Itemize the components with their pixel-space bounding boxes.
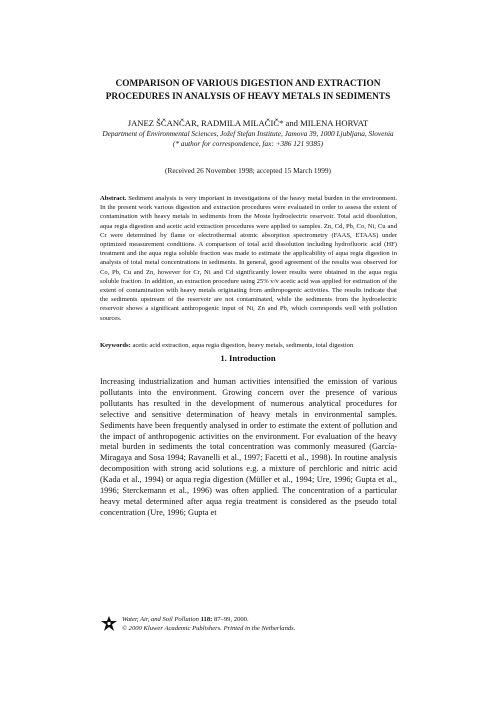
footer-text <box>122 615 295 633</box>
affiliation-line-1: Department of Environmental Sciences, Jožef Stefan Institute, Jamova 39, 1000 Ljubljana, Slovenia <box>102 129 394 138</box>
introduction-text: Increasing industrialization and human activities intensified the emission of various pollutants into the environment. Growing concern over the presence of various pollutants has resulted in the development of numerous analytical procedures for selective and sensitive determination of heavy metals in environmental samples. Sediments have been frequently analysed in order to estimate the extent of pollution and the impact of anthropogenic activities on the environment. For evaluation of the heavy metal burden in sediments the total concentration was commonly measured (García-Miragaya and Sosa 1994; Ravanelli et al., 1997; Facetti et al., 1998). In routine analysis decomposition with strong acid solutions e.g. a mixture of perchloric and nitric acid (Kada et al., 1994) or aqua regia digestion (Müller et al., 1994; Ure, 1996; Gupta et al., 1996; Sterckemann et al., 1996) was often applied. The concentration of a particular heavy metal determined after aqua regia treatment is considered as the pseudo total concentration (Ure, 1996; Gupta et <box>100 377 397 517</box>
received-dates: (Received 26 November 1998; accepted 15 March 1999) <box>165 166 331 175</box>
abstract-label: Abstract. <box>100 195 127 202</box>
keywords <box>100 341 397 350</box>
keywords-label: Keywords: <box>100 342 131 349</box>
journal-pages: 87–99, 2000. <box>213 616 249 623</box>
abstract-text: Sediment analysis is very important in investigations of the heavy metal burden in the environment. In the present work various digestion and extraction procedures were evaluated in order to assess the extent of contamination with heavy metals in sediments from the Moste hydroelectric reservoir. Total acid dissolution, aqua regia digestion and acetic acid extraction procedures were applied to samples. Zn, Cd, Pb, Co, Ni, Cu and Cr were determined by flame or electrothermal atomic absorption spectrometry (FAAS, ETAAS) under optimized measurement conditions. A comparison of total acid dissolution including hydrofluoric acid (HF) treatment and the aqua regia soluble fraction was made to estimate the applicability of aqua regia digestion in analysis of total metal concentrations in sediments. In general, good agreement of the results was observed for Co, Pb, Cu and Zn, however for Cr, Ni and Cd significantly lower results were obtained in the aqua regia soluble fraction. In addition, an extraction procedure using 25% v/v acetic acid was applied for estimation of the extent of contamination with heavy metals originating from anthropogenic activities. The results indicate that the sediments upstream of the reservoir are not contaminated, while the sediments from the hydroelectric reservoir shows a significant anthropogenic input of Ni, Zn and Pb, which corresponds well with pollution sources. <box>100 195 397 322</box>
abstract <box>100 194 397 323</box>
title-line-1: COMPARISON OF VARIOUS DIGESTION AND EXTRACTION <box>115 79 381 89</box>
author-list: JANEZ ŠČANČAR, RADMILA MILAČIČ* and MILENA HORVAT <box>127 118 369 128</box>
journal-volume: 118: <box>200 616 213 623</box>
copyright-line <box>122 624 295 633</box>
affiliation-line-2: (* author for correspondence, fax: +386 121 9385) <box>172 139 324 148</box>
keywords-text: acetic acid extraction, aqua regia digestion, heavy metals, sediments, total digestion <box>132 342 354 349</box>
journal-citation <box>122 615 295 624</box>
paper-title <box>70 78 426 104</box>
copyright-text: © 2000 Kluwer Academic Publishers. Printed in the Netherlands. <box>122 625 296 632</box>
affiliation <box>60 129 436 149</box>
title-line-2: PROCEDURES IN ANALYSIS OF HEAVY METALS IN SEDIMENTS <box>105 92 391 102</box>
journal-name: Water, Air, and Soil Pollution <box>122 616 199 623</box>
journal-footer <box>100 614 397 638</box>
section-heading-introduction: 1. Introduction <box>220 353 276 363</box>
kluwer-logo-icon <box>100 615 118 633</box>
